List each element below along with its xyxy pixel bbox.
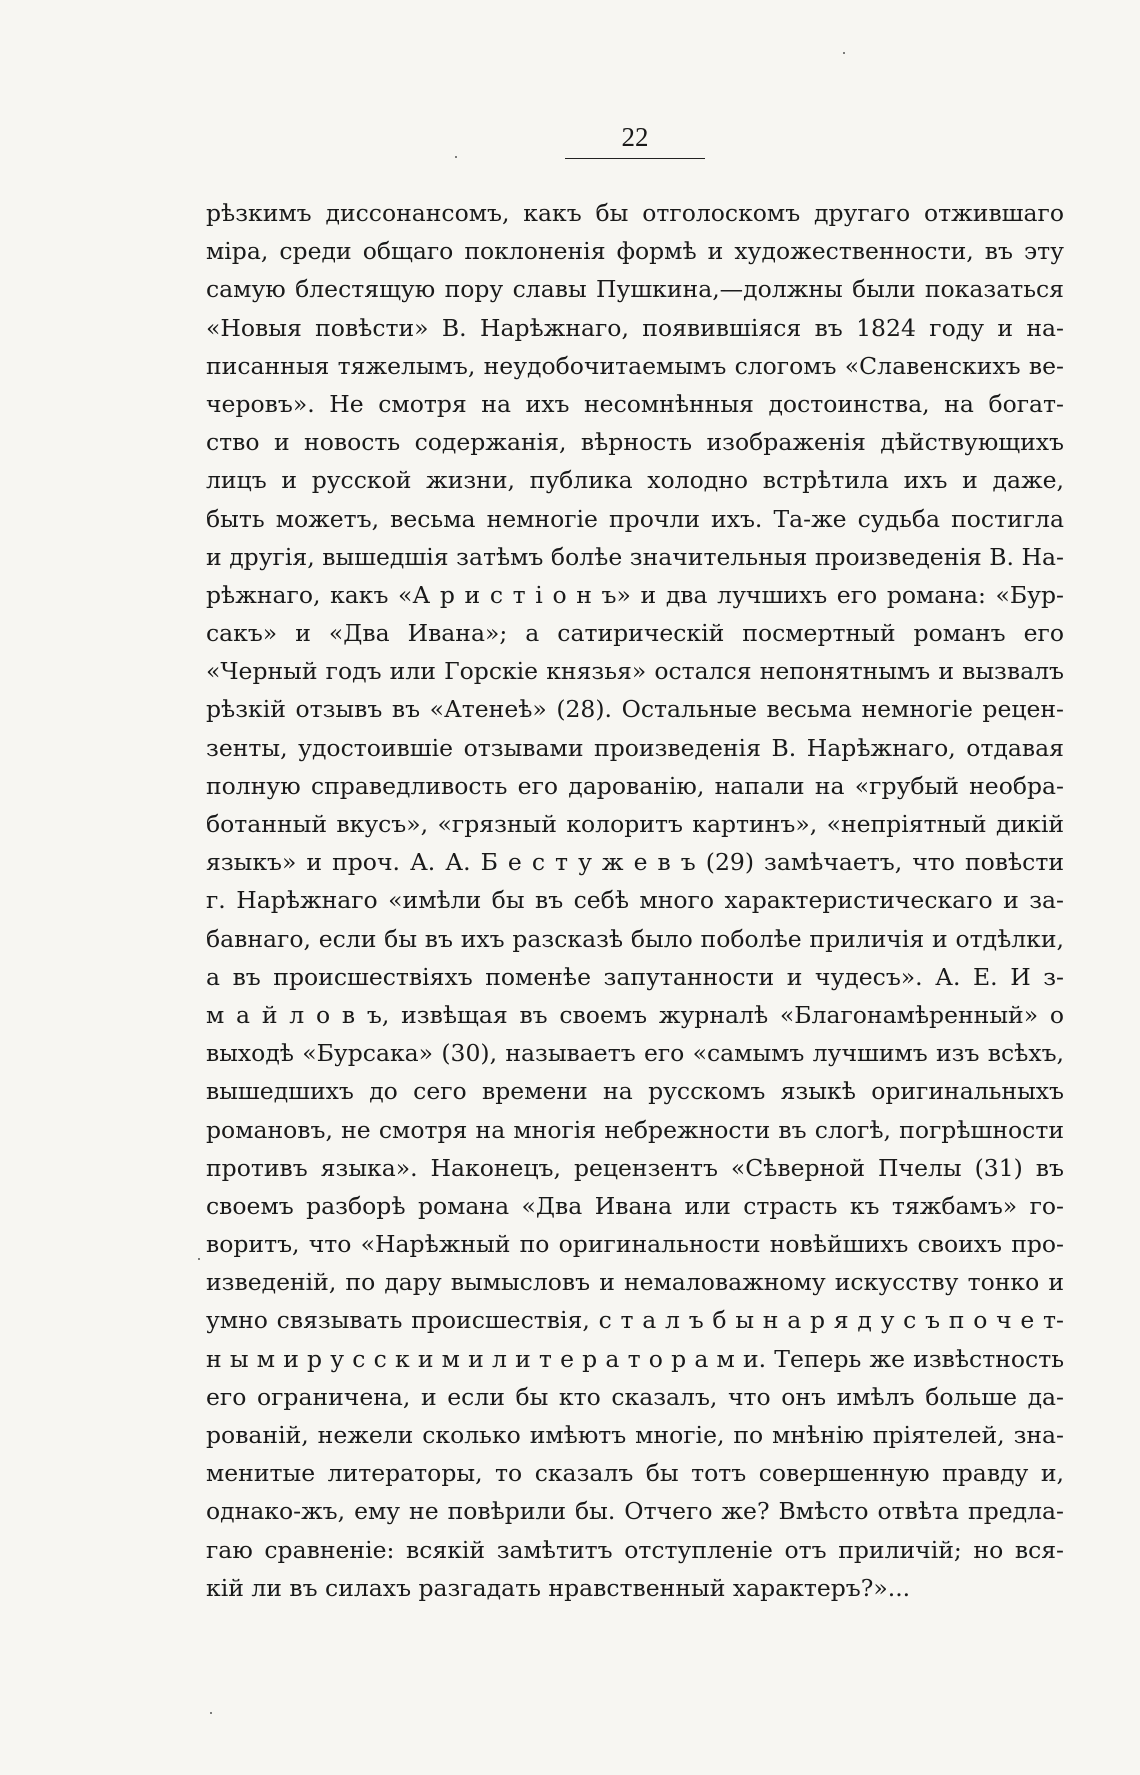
page-header [565,122,705,159]
header-rule [565,158,705,159]
text-line: однако-жъ, ему не повѣрили бы. Отчего же? Вмѣсто отвѣта предла- [206,1497,1064,1526]
text-line: рѣжнаго, какъ «А р и с т і о н ъ» и два лучшихъ его романа: «Бур- [206,580,1064,609]
paper-speck [455,156,457,158]
text-line: воритъ, что «Нарѣжный по оригинальности новѣйшихъ своихъ про- [206,1230,1064,1259]
text-line: его ограничена, и если бы кто сказалъ, что онъ имѣлъ больше да- [206,1382,1064,1411]
text-line: полную справедливость его дарованію, напали на «грубый необра- [206,771,1064,800]
text-line: лицъ и русской жизни, публика холодно встрѣтила ихъ и даже, [206,466,1064,495]
text-line: вышедшихъ до сего времени на русскомъ языкѣ оригинальныхъ [206,1077,1064,1106]
text-line: г. Нарѣжнаго «имѣли бы въ себѣ много характеристическаго и за- [206,886,1064,915]
text-line: изведеній, по дару вымысловъ и немаловажному искусству тонко и [206,1268,1064,1297]
text-line: черовъ». Не смотря на ихъ несомнѣнныя достоинства, на богат- [206,389,1064,418]
text-line: «Новыя повѣсти» В. Нарѣжнаго, появившіяся въ 1824 году и на- [206,313,1064,342]
text-line: кій ли въ силахъ разгадать нравственный характеръ?»... [206,1573,911,1602]
text-line: быть можетъ, весьма немногіе прочли ихъ. Та-же судьба постигла [206,504,1064,533]
paper-speck [210,1712,212,1714]
text-line: рѣзкимъ диссонансомъ, какъ бы отголоскомъ другаго отжившаго [206,199,1064,227]
text-line: противъ языка». Наконецъ, рецензентъ «Сѣверной Пчелы (31) въ [206,1153,1064,1182]
body-text [206,194,1064,1607]
text-line: м а й л о в ъ, извѣщая въ своемъ журналѣ «Благонамѣренный» о [206,1000,1064,1029]
text-line: умно связывать происшествія, с т а л ъ б ы н а р я д у с ъ п о ч е т- [206,1306,1064,1335]
text-line: романовъ, не смотря на многія небрежности въ слогѣ, погрѣшности [206,1115,1064,1144]
text-line: ботанный вкусъ», «грязный колоритъ картинъ», «непріятный дикій [206,810,1064,838]
text-line: писанныя тяжелымъ, неудобочитаемымъ слогомъ «Славенскихъ ве- [206,351,1064,380]
text-line: а въ происшествіяхъ поменѣе запутанности и чудесъ». А. Е. И з- [206,962,1064,991]
text-line: н ы м и р у с с к и м и л и т е р а т о р а м и. Теперь же извѣстность [206,1344,1064,1373]
text-line: сакъ» и «Два Ивана»; а сатирическій посмертный романъ его [206,619,1064,648]
text-line: самую блестящую пору славы Пушкина,—должны были показаться [206,275,1064,304]
text-line: своемъ разборѣ романа «Два Ивана или страсть къ тяжбамъ» го- [206,1191,1064,1220]
text-line: міра, среди общаго поклоненія формѣ и художественности, въ эту [206,237,1064,266]
text-line: гаю сравненіе: всякій замѣтитъ отступленіе отъ приличій; но вся- [206,1535,1064,1564]
text-line: рованій, нежели сколько имѣютъ многіе, по мнѣнію пріятелей, зна- [206,1421,1064,1449]
text-line: менитые литераторы, то сказалъ бы тотъ совершенную правду и, [206,1459,1064,1488]
text-line: выходѣ «Бурсака» (30), называетъ его «самымъ лучшимъ изъ всѣхъ, [206,1039,1064,1068]
text-line: языкъ» и проч. А. А. Б е с т у ж е в ъ (29) замѣчаетъ, что повѣсти [206,848,1064,877]
text-line: «Черный годъ или Горскіе князья» остался непонятнымъ и вызвалъ [206,657,1064,686]
paper-speck [843,52,845,54]
paper-speck [198,1258,200,1260]
text-line: зенты, удостоившіе отзывами произведенія В. Нарѣжнаго, отдавая [206,733,1064,762]
text-line: и другія, вышедшія затѣмъ болѣе значительныя произведенія В. На- [206,542,1064,571]
text-line: рѣзкій отзывъ въ «Атенеѣ» (28). Остальные весьма немногіе рецен- [206,695,1064,724]
page-number: 22 [621,122,649,152]
text-line: бавнаго, если бы въ ихъ разсказѣ было поболѣе приличія и отдѣлки, [206,924,1064,953]
text-line: ство и новость содержанія, вѣрность изображенія дѣйствующихъ [206,428,1064,457]
